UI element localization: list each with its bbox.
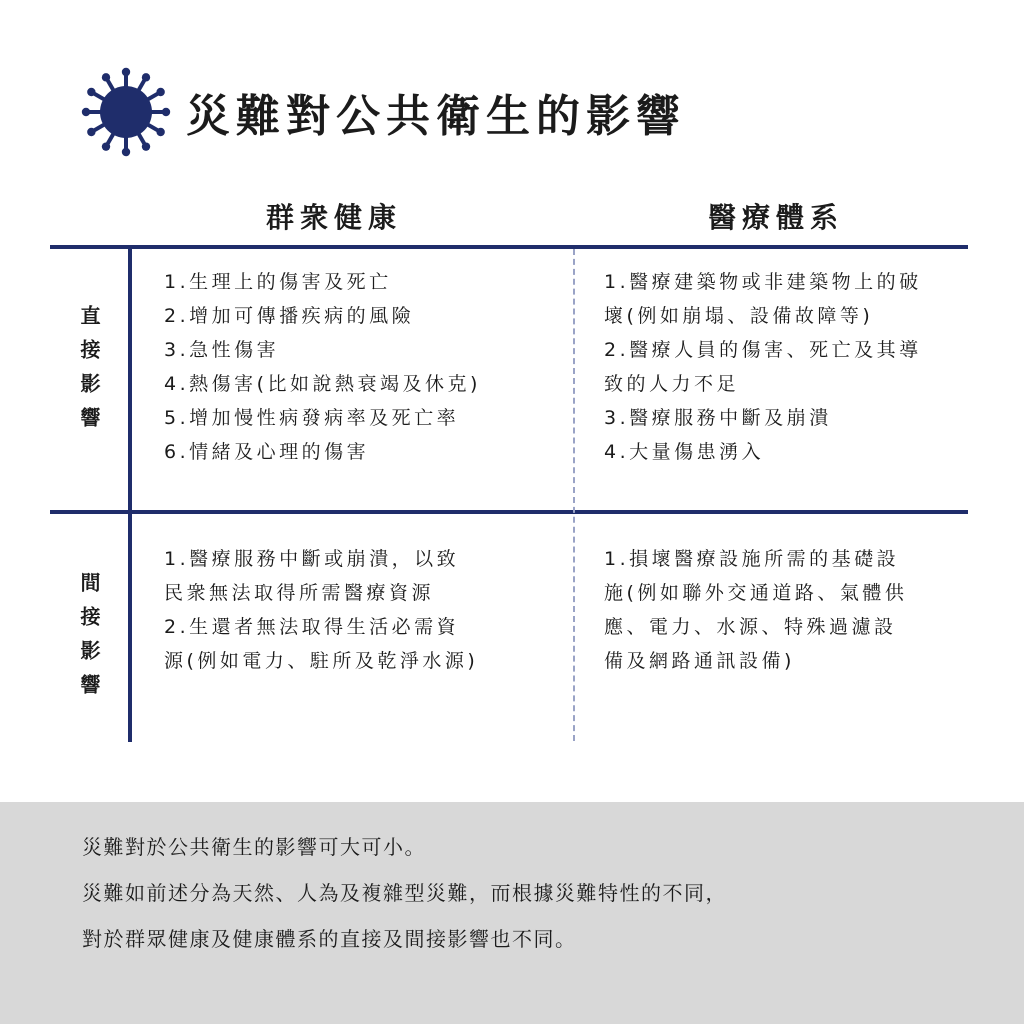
list-item: 2.醫療人員的傷害、死亡及其導 — [604, 339, 922, 361]
row-label-indirect: 間接影響 — [77, 572, 101, 708]
table-top-divider — [50, 245, 968, 249]
list-item: 1.損壞醫療設施所需的基礎設 — [604, 548, 900, 570]
column-header-medical-system: 醫療體系 — [708, 201, 845, 234]
list-item: 4.大量傷患湧入 — [604, 441, 765, 463]
list-item: 備及網路通訊設備) — [604, 650, 795, 672]
table-column-divider — [573, 249, 575, 741]
table-middle-divider — [50, 510, 968, 514]
list-item: 施(例如聯外交通道路、氣體供 — [604, 582, 908, 604]
list-item: 民衆無法取得所需醫療資源 — [164, 582, 435, 604]
list-item: 2.增加可傳播疾病的風險 — [164, 305, 415, 327]
cell-direct-public-health — [164, 265, 481, 469]
cell-indirect-medical-system — [604, 542, 907, 678]
summary-line: 災難對於公共衛生的影響可大可小。 — [82, 835, 426, 859]
list-item: 1.醫療服務中斷或崩潰，以致 — [164, 548, 460, 570]
row-label-direct: 直接影響 — [77, 305, 101, 441]
list-item: 致的人力不足 — [604, 373, 740, 395]
list-item: 1.生理上的傷害及死亡 — [164, 271, 392, 293]
header — [80, 66, 686, 158]
list-item: 源(例如電力、駐所及乾淨水源) — [164, 650, 479, 672]
virus-icon — [80, 66, 172, 158]
list-item: 5.增加慢性病發病率及死亡率 — [164, 407, 460, 429]
summary-note — [0, 802, 1024, 1024]
list-item: 應、電力、水源、特殊過濾設 — [604, 616, 897, 638]
list-item: 壞(例如崩塌、設備故障等) — [604, 305, 874, 327]
list-item: 2.生還者無法取得生活必需資 — [164, 616, 460, 638]
list-item: 1.醫療建築物或非建築物上的破 — [604, 271, 922, 293]
column-header-public-health: 群衆健康 — [266, 201, 403, 234]
list-item: 4.熱傷害(比如說熱衰竭及休克) — [164, 373, 481, 395]
list-item: 3.急性傷害 — [164, 339, 280, 361]
summary-text — [82, 824, 727, 962]
list-item: 6.情緒及心理的傷害 — [164, 441, 370, 463]
summary-line: 災難如前述分為天然、人為及複雜型災難，而根據災難特性的不同， — [82, 881, 727, 905]
list-item: 3.醫療服務中斷及崩潰 — [604, 407, 832, 429]
page-title: 災難對公共衛生的影響 — [186, 91, 686, 142]
cell-indirect-public-health — [164, 542, 478, 678]
summary-line: 對於群眾健康及健康體系的直接及間接影響也不同。 — [82, 927, 577, 951]
table-label-divider — [128, 245, 132, 742]
cell-direct-medical-system — [604, 265, 922, 469]
